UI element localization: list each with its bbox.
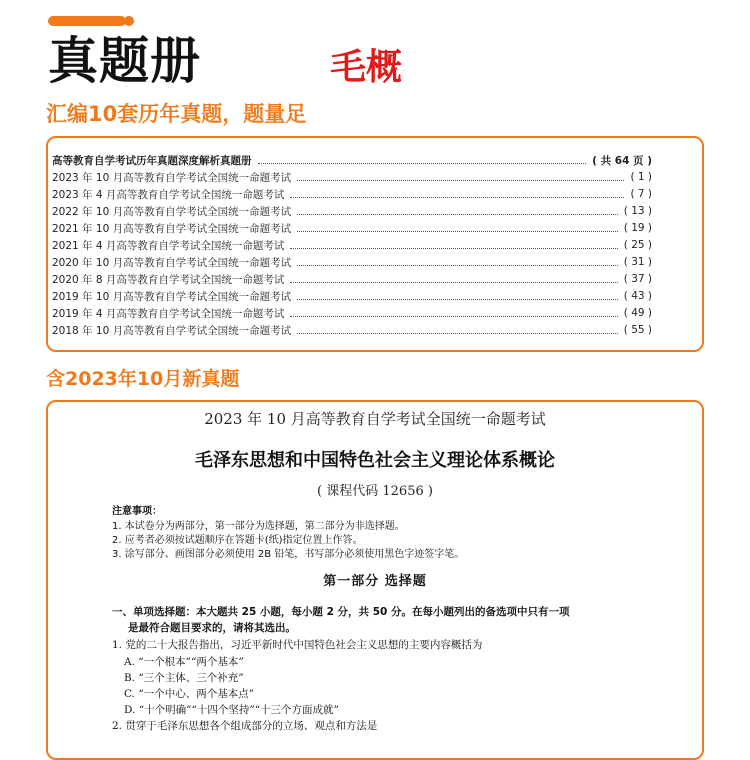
option-b: B. “三个主体、三个补充” <box>124 672 244 684</box>
toc-title: 2019 年 4 月高等教育自学考试全国统一命题考试 <box>52 307 285 320</box>
toc-leader <box>297 299 618 300</box>
toc-row <box>52 322 652 338</box>
toc-page: ( 1 ) <box>630 171 652 183</box>
toc-leader <box>290 248 617 249</box>
toc-leader <box>297 333 618 334</box>
toc-row <box>52 254 652 270</box>
toc-title: 2020 年 10 月高等教育自学考试全国统一命题考试 <box>52 256 292 269</box>
toc-page: ( 共 64 页 ) <box>592 154 652 167</box>
toc-title: 2021 年 10 月高等教育自学考试全国统一命题考试 <box>52 222 292 235</box>
instruction-line: 一、单项选择题：本大题共 25 小题，每小题 2 分，共 50 分。在每小题列出的备选项中只有一项 <box>112 606 570 618</box>
notice-item: 3. 涂写部分、画图部分必须使用 2B 铅笔，书写部分必须使用黑色字迹签字笔。 <box>112 549 465 560</box>
page-title: 真题册 <box>48 32 201 90</box>
toc-row <box>52 220 652 236</box>
toc-page: ( 31 ) <box>623 256 652 268</box>
toc-row <box>52 152 652 168</box>
toc-page: ( 37 ) <box>623 273 652 285</box>
toc-title: 高等教育自学考试历年真题深度解析真题册 <box>52 154 252 167</box>
notice-item: 2. 应考者必须按试题顺序在答题卡(纸)指定位置上作答。 <box>112 535 363 546</box>
exam-subtitle: 毛泽东思想和中国特色社会主义理论体系概论 <box>195 450 555 471</box>
toc-row <box>52 271 652 287</box>
toc-title: 2023 年 10 月高等教育自学考试全国统一命题考试 <box>52 171 292 184</box>
toc-row <box>52 203 652 219</box>
toc-leader <box>297 214 618 215</box>
toc-page: ( 13 ) <box>623 205 652 217</box>
subject-label: 毛概 <box>330 47 403 88</box>
toc-title: 2023 年 4 月高等教育自学考试全国统一命题考试 <box>52 188 285 201</box>
toc-page: ( 25 ) <box>623 239 652 251</box>
toc-leader <box>297 231 618 232</box>
exam-title: 2023 年 10 月高等教育自学考试全国统一命题考试 <box>204 410 546 428</box>
toc-page: ( 19 ) <box>623 222 652 234</box>
option-d: D. “十个明确”“十四个坚持”“十三个方面成就” <box>124 704 339 716</box>
section-label: 含2023年10月新真题 <box>46 368 240 390</box>
course-code: ( 课程代码 12656 ) <box>317 484 433 499</box>
toc-page: ( 49 ) <box>623 307 652 319</box>
accent-dot <box>124 16 134 26</box>
toc-page: ( 7 ) <box>630 188 652 200</box>
toc-page: ( 43 ) <box>623 290 652 302</box>
toc-title: 2018 年 10 月高等教育自学考试全国统一命题考试 <box>52 324 292 337</box>
notice-item: 1. 本试卷分为两部分，第一部分为选择题，第二部分为非选择题。 <box>112 521 405 532</box>
toc-title: 2021 年 4 月高等教育自学考试全国统一命题考试 <box>52 239 285 252</box>
toc-row <box>52 288 652 304</box>
tagline: 汇编10套历年真题，题量足 <box>46 102 307 126</box>
toc-leader <box>290 316 617 317</box>
notice-heading: 注意事项： <box>112 506 162 517</box>
toc-page: ( 55 ) <box>623 324 652 336</box>
toc-leader <box>290 197 624 198</box>
toc-title: 2020 年 8 月高等教育自学考试全国统一命题考试 <box>52 273 285 286</box>
option-a: A. “一个根本”“两个基本” <box>124 656 244 668</box>
toc-row <box>52 169 652 185</box>
part-title: 第一部分 选择题 <box>323 574 427 589</box>
toc-leader <box>258 163 587 164</box>
toc-leader <box>297 180 624 181</box>
toc-leader <box>290 282 617 283</box>
toc-row <box>52 305 652 321</box>
accent-bar <box>48 16 126 26</box>
toc-title: 2019 年 10 月高等教育自学考试全国统一命题考试 <box>52 290 292 303</box>
toc-title: 2022 年 10 月高等教育自学考试全国统一命题考试 <box>52 205 292 218</box>
toc-row <box>52 237 652 253</box>
question-1: 1. 党的二十大报告指出，习近平新时代中国特色社会主义思想的主要内容概括为 <box>112 639 483 651</box>
instruction-line: 是最符合题目要求的，请将其选出。 <box>128 622 296 634</box>
option-c: C. “一个中心、两个基本点” <box>124 688 255 700</box>
toc-row <box>52 186 652 202</box>
question-2: 2. 贯穿于毛泽东思想各个组成部分的立场、观点和方法是 <box>112 720 378 732</box>
toc-leader <box>297 265 618 266</box>
